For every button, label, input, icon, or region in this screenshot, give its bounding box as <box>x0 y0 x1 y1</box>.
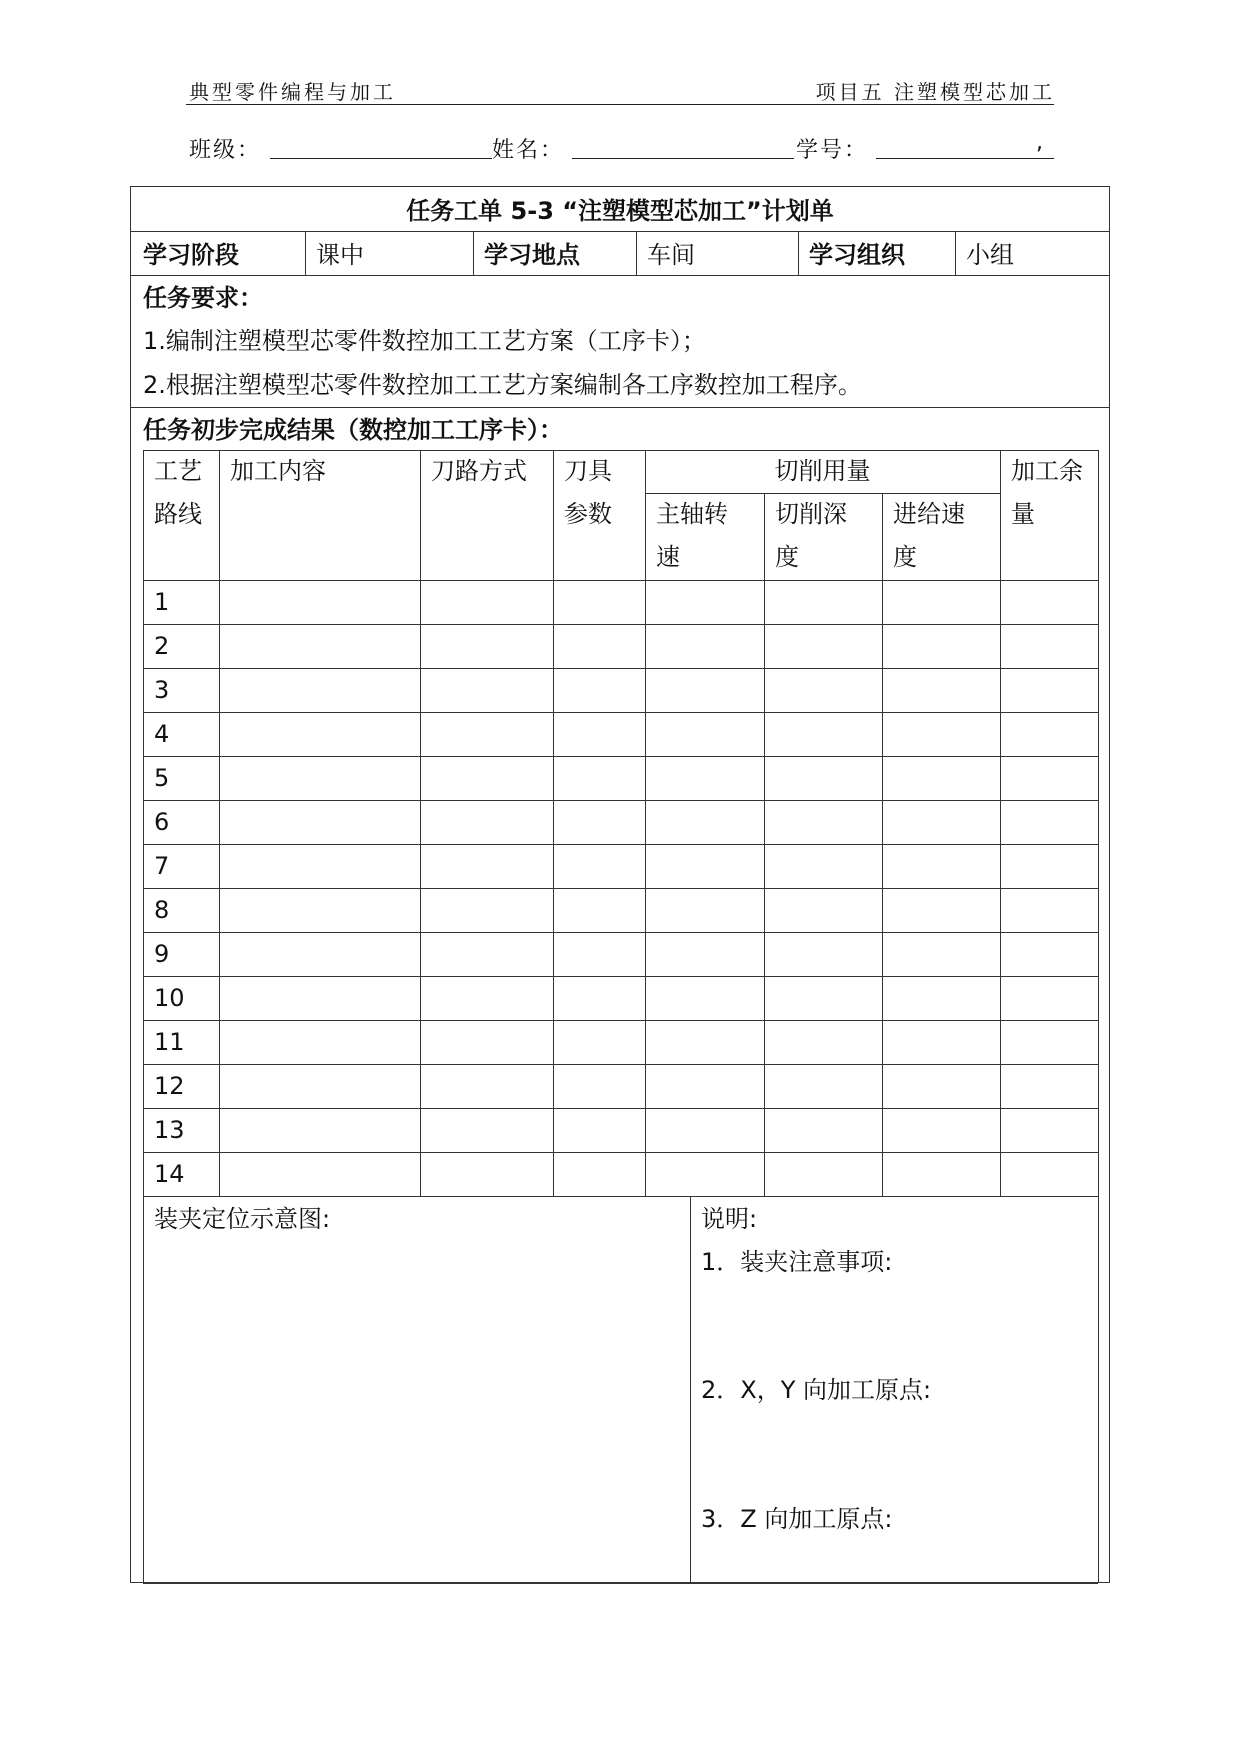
notes-heading: 说明: <box>701 1205 758 1233</box>
col-divider <box>1000 450 1001 1196</box>
col-header-toolpath: 刀路方式 <box>431 457 527 485</box>
row-divider <box>143 976 1098 977</box>
col-header-spindle-speed: 速 <box>656 543 680 571</box>
table-right <box>1098 450 1099 1583</box>
row-divider <box>143 800 1098 801</box>
place-label: 学习地点 <box>484 241 580 269</box>
row-divider <box>130 275 1110 276</box>
row-number: 10 <box>154 984 185 1012</box>
col-header-tool: 刀具 <box>564 457 612 485</box>
place-value: 车间 <box>647 241 695 269</box>
row-number: 1 <box>154 588 170 616</box>
col-header-route: 路线 <box>154 500 202 528</box>
col-header-spindle-speed: 主轴转 <box>656 500 728 528</box>
col-divider <box>305 231 306 275</box>
row-number: 7 <box>154 852 170 880</box>
row-number: 11 <box>154 1028 185 1056</box>
requirement-item: 1.编制注塑模型芯零件数控加工工艺方案（工序卡）； <box>143 327 706 355</box>
row-divider <box>143 844 1098 845</box>
class-label: 班级： <box>189 138 262 163</box>
note-xy-origin: 2．X，Y 向加工原点: <box>701 1376 932 1404</box>
note-z-origin: 3．Z 向加工原点: <box>701 1505 893 1533</box>
col-header-allowance: 加工余 <box>1011 457 1083 485</box>
col-divider <box>645 450 646 1196</box>
row-divider <box>143 888 1098 889</box>
row-divider <box>143 1108 1098 1109</box>
row-number: 4 <box>154 720 170 748</box>
col-divider <box>219 450 220 1196</box>
student-id-label: 学号： <box>796 138 869 163</box>
org-value: 小组 <box>966 241 1014 269</box>
worksheet-title: 任务工单 5-3 “注塑模型芯加工”计划单 <box>406 197 834 225</box>
row-number: 5 <box>154 764 170 792</box>
row-divider <box>143 624 1098 625</box>
row-divider <box>143 932 1098 933</box>
col-divider <box>636 231 637 275</box>
stage-value: 课中 <box>316 241 364 269</box>
row-divider <box>143 756 1098 757</box>
row-divider <box>130 407 1110 408</box>
table-bottom <box>143 1196 1098 1197</box>
requirements-heading: 任务要求： <box>143 284 263 312</box>
table-left <box>143 450 144 1583</box>
row-divider <box>143 1152 1098 1153</box>
col-header-feed-rate: 进给速 <box>893 500 965 528</box>
row-number: 9 <box>154 940 170 968</box>
note-clamping: 1．装夹注意事项: <box>701 1248 893 1276</box>
class-field[interactable] <box>270 158 492 159</box>
bottom-rule <box>143 1583 1098 1584</box>
col-divider <box>798 231 799 275</box>
row-number: 2 <box>154 632 170 660</box>
row-number: 6 <box>154 808 170 836</box>
header-rule <box>186 104 1054 105</box>
fixture-diagram-label: 装夹定位示意图: <box>154 1205 331 1233</box>
col-header-allowance: 量 <box>1011 500 1035 528</box>
subheader-divider <box>645 493 1000 494</box>
col-header-cutting: 切削用量 <box>774 457 871 485</box>
col-divider <box>420 450 421 1196</box>
row-divider <box>143 668 1098 669</box>
row-divider <box>143 1020 1098 1021</box>
col-divider <box>553 450 554 1196</box>
table-top <box>143 450 1098 451</box>
col-divider <box>473 231 474 275</box>
col-divider <box>955 231 956 275</box>
row-number: 8 <box>154 896 170 924</box>
col-header-route: 工艺 <box>154 457 202 485</box>
col-header-content: 加工内容 <box>230 457 326 485</box>
student-id-field[interactable] <box>876 158 1054 159</box>
name-label: 姓名： <box>492 138 565 163</box>
stage-label: 学习阶段 <box>143 241 239 269</box>
row-number: 14 <box>154 1160 185 1188</box>
row-divider <box>143 1064 1098 1065</box>
doc-header-right: 项目五 注塑模型芯加工 <box>815 80 1055 104</box>
row-number: 13 <box>154 1116 185 1144</box>
col-header-tool: 参数 <box>564 500 612 528</box>
org-label: 学习组织 <box>809 241 905 269</box>
row-divider <box>143 712 1098 713</box>
bottom-divider <box>690 1196 691 1583</box>
row-divider <box>130 231 1110 232</box>
requirement-item: 2.根据注塑模型芯零件数控加工工艺方案编制各工序数控加工程序。 <box>143 371 862 399</box>
col-header-cut-depth: 切削深 <box>775 500 847 528</box>
info-trailing-comma: , <box>1036 130 1045 155</box>
row-number: 12 <box>154 1072 185 1100</box>
doc-header-left: 典型零件编程与加工 <box>189 80 396 104</box>
col-header-cut-depth: 度 <box>775 543 799 571</box>
header-bottom <box>143 580 1098 581</box>
name-field[interactable] <box>572 158 794 159</box>
row-number: 3 <box>154 676 170 704</box>
col-header-feed-rate: 度 <box>893 543 917 571</box>
result-heading: 任务初步完成结果（数控加工工序卡）： <box>143 416 563 444</box>
